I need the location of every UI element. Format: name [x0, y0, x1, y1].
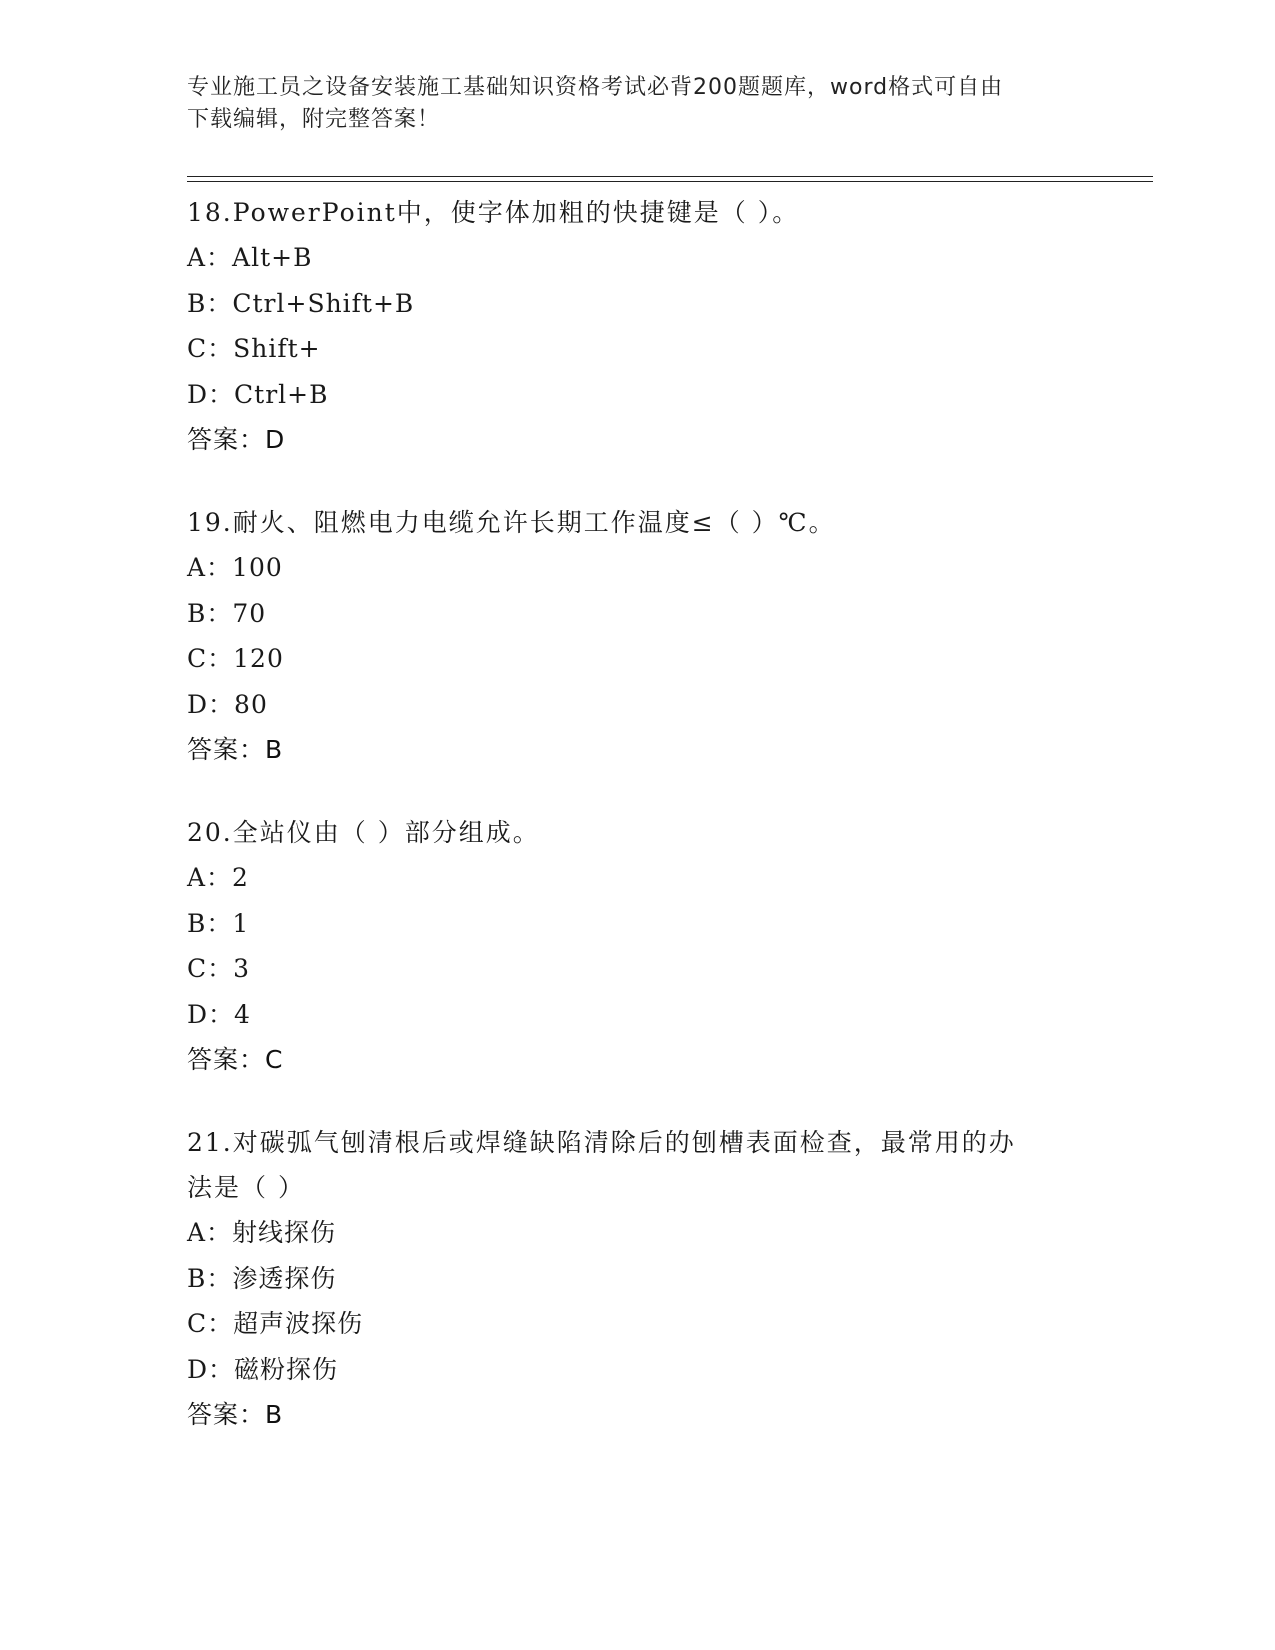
question-stem: 19.耐火、阻燃电力电缆允许长期工作温度≤（ ）℃。 [187, 508, 836, 537]
question-18 [187, 190, 1087, 462]
option-c: C：超声波探伤 [187, 1309, 364, 1338]
answer-value: D [265, 425, 286, 454]
question-19 [187, 500, 1087, 772]
header-divider-top [187, 176, 1153, 177]
option-c: C：120 [187, 644, 284, 673]
option-a: A：射线探伤 [187, 1218, 337, 1247]
answer-prefix: 答案： [187, 1400, 266, 1429]
option-c: C：Shift+ [187, 334, 321, 363]
option-b: B：Ctrl+Shift+B [187, 288, 415, 318]
option-a: A：100 [187, 553, 283, 582]
answer-prefix: 答案： [187, 1045, 266, 1074]
option-d: D：4 [187, 999, 251, 1029]
option-d: D：Ctrl+B [187, 379, 329, 409]
document-header [187, 72, 1067, 136]
answer-value: B [265, 735, 284, 764]
option-d: D：80 [187, 689, 268, 719]
question-20 [187, 810, 1087, 1082]
answer-value: C [265, 1045, 284, 1074]
answer-line [187, 1392, 1087, 1437]
option-a: A：Alt+B [187, 243, 313, 272]
answer-value: B [265, 1400, 284, 1429]
answer-line [187, 727, 1087, 772]
question-stem-continued: 法是（ ） [187, 1173, 305, 1202]
option-c: C：3 [187, 954, 251, 983]
header-divider-bottom [187, 181, 1153, 182]
answer-prefix: 答案： [187, 425, 266, 454]
option-a: A：2 [187, 863, 249, 892]
question-stem: 20.全站仪由（ ）部分组成。 [187, 818, 540, 847]
option-d: D：磁粉探伤 [187, 1354, 339, 1384]
answer-prefix: 答案： [187, 735, 266, 764]
question-21 [187, 1120, 1087, 1437]
question-stem: 18.PowerPoint中，使字体加粗的快捷键是（ ）。 [187, 198, 800, 227]
answer-line [187, 417, 1087, 462]
question-list [187, 190, 1087, 1475]
header-line-1: 专业施工员之设备安装施工基础知识资格考试必背200题题库，word格式可自由 [187, 75, 1004, 100]
header-line-2: 下载编辑，附完整答案！ [187, 107, 441, 132]
option-b: B：70 [187, 598, 267, 628]
option-b: B：渗透探伤 [187, 1263, 337, 1293]
question-stem: 21.对碳弧气刨清根后或焊缝缺陷清除后的刨槽表面检查，最常用的办 [187, 1128, 1016, 1157]
option-b: B：1 [187, 908, 250, 938]
answer-line [187, 1037, 1087, 1082]
